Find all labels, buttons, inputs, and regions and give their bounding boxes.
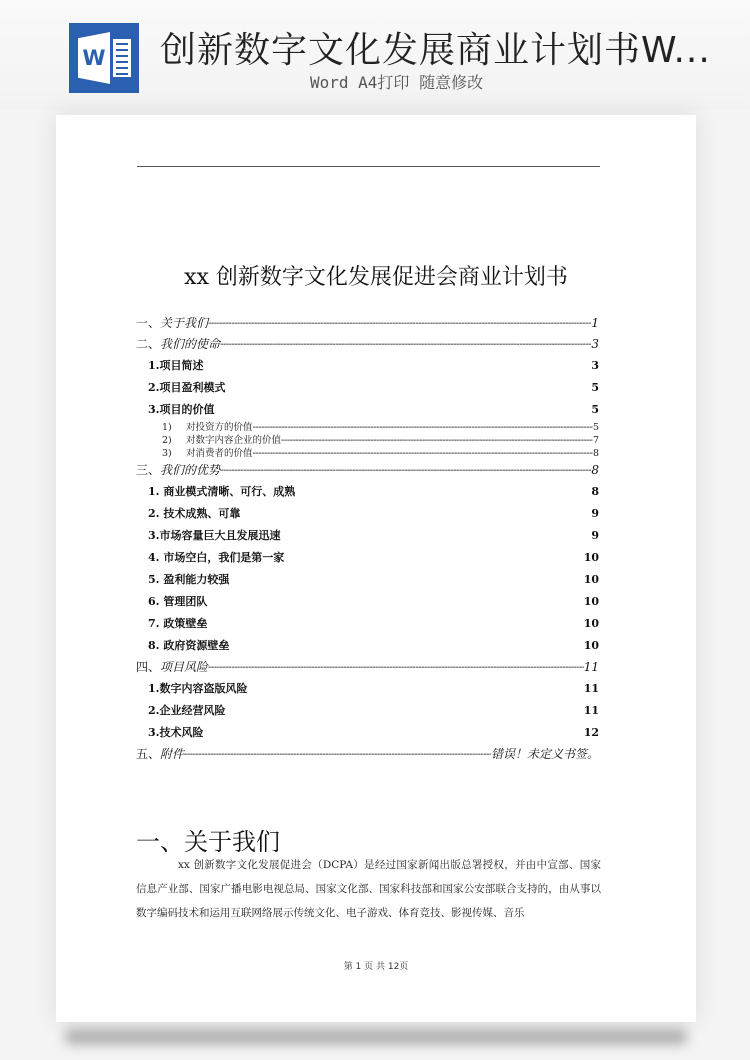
document-page	[56, 115, 696, 1022]
toc-page-number: 11	[583, 704, 599, 717]
table-of-contents	[136, 313, 599, 765]
toc-entry[interactable]	[136, 481, 599, 503]
toc-entry-label	[148, 377, 225, 399]
toc-entry[interactable]	[136, 569, 599, 591]
toc-entry-label	[136, 334, 220, 355]
toc-entry[interactable]	[136, 503, 599, 525]
toc-entry-text: 1. 商业模式清晰、可行、成熟	[148, 485, 296, 498]
banner-title: 创新数字文化发展商业计划书W...	[160, 30, 711, 71]
toc-entry-label	[148, 569, 229, 591]
toc-entry-number: 四、	[136, 660, 161, 674]
toc-entry-label	[162, 434, 281, 447]
page-shadow	[66, 1030, 686, 1044]
toc-leader-dashes	[229, 646, 583, 657]
toc-leader-dashes	[225, 711, 583, 722]
toc-leader-dashes	[203, 366, 591, 377]
toc-leader-dashes	[247, 689, 583, 700]
toc-entry-text: 1.数字内容盗版风险	[148, 682, 248, 695]
toc-page-number: 10	[583, 551, 599, 564]
toc-leader-dashes	[280, 536, 591, 547]
toc-entry-text: 3.技术风险	[148, 726, 204, 739]
toc-entry-text: 7. 政策壁垒	[148, 617, 208, 630]
toc-entry-label	[148, 525, 280, 547]
document-title: xx 创新数字文化发展促进会商业计划书	[184, 265, 568, 290]
toc-page-number: 3	[591, 359, 599, 372]
toc-leader-dashes	[281, 438, 593, 448]
toc-page-number: 9	[591, 529, 599, 542]
header-rule	[137, 166, 600, 167]
toc-entry-label	[136, 313, 208, 334]
toc-entry-text: 2. 技术成熟、可靠	[148, 507, 241, 520]
toc-entry-text: 对投资方的价值	[186, 422, 253, 433]
toc-entry[interactable]	[136, 657, 599, 678]
toc-page-number: 10	[583, 639, 599, 652]
toc-entry-label	[162, 421, 253, 434]
toc-entry[interactable]	[136, 434, 599, 447]
body-text	[136, 853, 601, 925]
toc-entry[interactable]	[136, 744, 599, 765]
toc-entry-label	[148, 678, 247, 700]
toc-leader-dashes	[284, 558, 583, 569]
toc-entry-label	[162, 447, 253, 460]
toc-entry-text: 对数字内容企业的价值	[186, 435, 282, 446]
toc-entry[interactable]	[136, 700, 599, 722]
page-footer: 第 1 页 共 12页	[343, 962, 409, 972]
toc-page-number: 9	[591, 507, 599, 520]
toc-page-number: 11	[583, 682, 599, 695]
toc-entry-text: 4. 市场空白，我们是第一家	[148, 551, 285, 564]
toc-page-number: 10	[583, 617, 599, 630]
toc-page-number: 8	[591, 485, 599, 498]
toc-entry[interactable]	[136, 313, 599, 334]
toc-entry[interactable]	[136, 591, 599, 613]
section-heading: 一、关于我们	[136, 828, 280, 856]
toc-entry[interactable]	[136, 355, 599, 377]
toc-entry[interactable]	[136, 547, 599, 569]
toc-entry-text: 对消费者的价值	[186, 448, 253, 459]
toc-entry-text: 项目风险	[160, 660, 209, 674]
toc-entry[interactable]	[136, 722, 599, 744]
toc-page-number: 10	[583, 595, 599, 608]
toc-entry-label	[148, 503, 240, 525]
toc-entry-number: 3)	[162, 448, 172, 459]
toc-entry-label	[148, 399, 214, 421]
toc-entry-label	[148, 591, 207, 613]
body-paragraph: xx 创新数字文化发展促进会（DCPA）是经过国家新闻出版总署授权，并由中宣部、国家信息产业部、国家广播电影电视总局、国家文化部、国家科技部和国家公安部联合支持的，由从事以数字编码技术和运用互联网络展示传统文化、电子游戏、体育竞技、影视传媒、音乐	[136, 859, 601, 919]
toc-entry-text: 我们的使命	[160, 337, 221, 351]
toc-leader-dashes	[295, 492, 591, 503]
toc-leader-dashes	[253, 425, 593, 435]
word-icon-letter: W	[82, 46, 106, 70]
toc-entry-text: 1.项目简述	[148, 359, 204, 372]
toc-entry-label	[148, 547, 284, 569]
toc-page-number: 12	[583, 726, 599, 739]
toc-leader-dashes	[208, 322, 591, 334]
toc-page-number: 5	[591, 381, 599, 394]
toc-page-number: 7	[592, 435, 599, 446]
toc-entry-text: 6. 管理团队	[148, 595, 208, 608]
toc-leader-dashes	[207, 624, 583, 635]
toc-leader-dashes	[220, 469, 591, 481]
toc-entry-number: 1)	[162, 422, 172, 433]
toc-page-number: 11	[583, 660, 599, 674]
toc-entry-number: 三、	[136, 463, 161, 477]
toc-leader-dashes	[220, 343, 591, 355]
toc-entry[interactable]	[136, 334, 599, 355]
toc-entry[interactable]	[136, 525, 599, 547]
toc-leader-dashes	[184, 753, 491, 765]
toc-entry-label	[136, 744, 184, 765]
toc-entry-label	[136, 657, 208, 678]
toc-entry[interactable]	[136, 460, 599, 481]
toc-entry-text: 关于我们	[160, 316, 209, 330]
toc-leader-dashes	[208, 666, 584, 678]
toc-entry-number: 五、	[136, 747, 161, 761]
toc-page-number: 10	[583, 573, 599, 586]
toc-entry-text: 8. 政府资源壁垒	[148, 639, 230, 652]
toc-page-number: 3	[591, 337, 599, 351]
toc-entry[interactable]	[136, 635, 599, 657]
toc-entry-text: 3.市场容量巨大且发展迅速	[148, 529, 281, 542]
toc-leader-dashes	[214, 410, 591, 421]
toc-entry[interactable]	[136, 447, 599, 460]
toc-page-number: 8	[592, 448, 599, 459]
toc-entry-text: 2.项目盈利模式	[148, 381, 226, 394]
toc-entry-label	[136, 460, 220, 481]
toc-entry-number: 2)	[162, 435, 172, 446]
toc-leader-dashes	[207, 602, 583, 613]
toc-leader-dashes	[203, 733, 583, 744]
toc-entry[interactable]	[136, 377, 599, 399]
word-icon	[69, 23, 139, 93]
toc-entry-label	[148, 635, 229, 657]
toc-leader-dashes	[253, 451, 593, 461]
toc-leader-dashes	[225, 388, 591, 399]
toc-leader-dashes	[240, 514, 591, 525]
toc-entry-text: 附件	[160, 747, 185, 761]
toc-entry-text: 2.企业经营风险	[148, 704, 226, 717]
toc-entry[interactable]	[136, 421, 599, 434]
toc-entry-text: 3.项目的价值	[148, 403, 215, 416]
banner	[0, 0, 750, 110]
toc-entry-label	[148, 613, 207, 635]
toc-page-number: 5	[592, 422, 599, 433]
toc-entry[interactable]	[136, 613, 599, 635]
toc-page-number: 8	[591, 463, 599, 477]
toc-entry-number: 二、	[136, 337, 161, 351]
toc-entry[interactable]	[136, 678, 599, 700]
toc-leader-dashes	[229, 580, 583, 591]
toc-entry-label	[148, 722, 203, 744]
word-icon-lines	[113, 39, 131, 77]
toc-entry-label	[148, 355, 203, 377]
banner-subtitle: Word A4打印 随意修改	[310, 73, 484, 92]
toc-page-number: 5	[591, 403, 599, 416]
toc-entry[interactable]	[136, 399, 599, 421]
toc-page-number: 错误！未定义书签。	[490, 747, 599, 761]
toc-page-number: 1	[591, 316, 599, 330]
toc-entry-label	[148, 481, 295, 503]
toc-entry-text: 我们的优势	[160, 463, 221, 477]
toc-entry-text: 5. 盈利能力较强	[148, 573, 230, 586]
toc-entry-number: 一、	[136, 316, 161, 330]
toc-entry-label	[148, 700, 225, 722]
